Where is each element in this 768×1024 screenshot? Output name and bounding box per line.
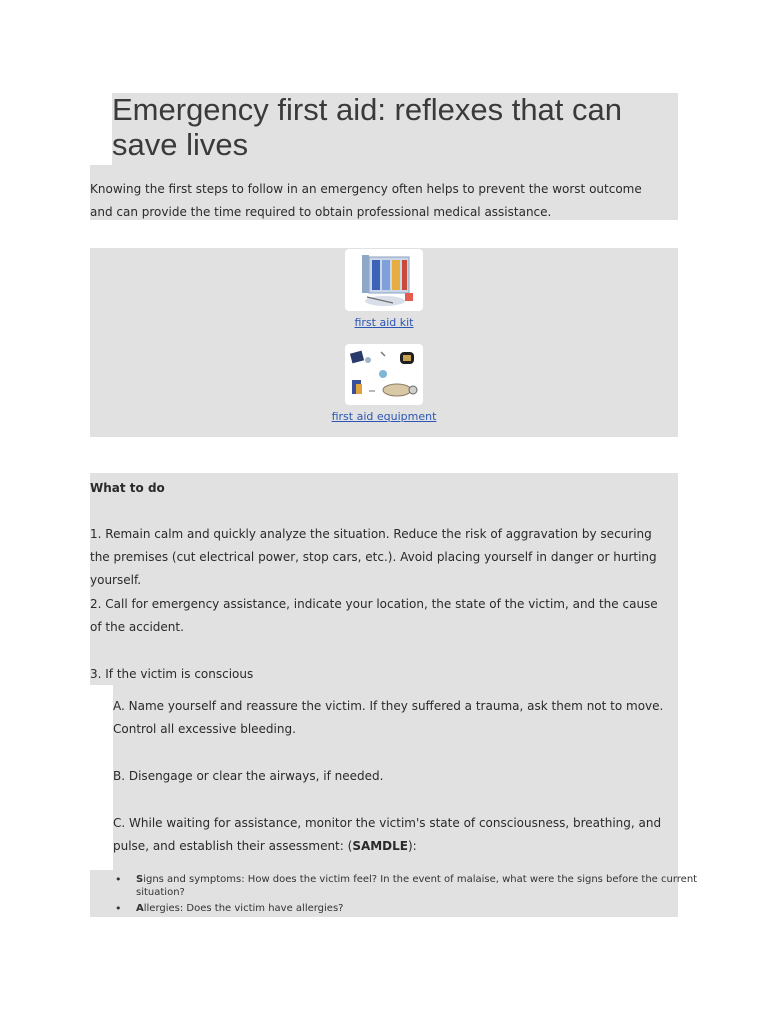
figure-first-aid-kit	[90, 249, 678, 330]
first-aid-kit-icon[interactable]	[345, 249, 423, 311]
list-item	[115, 873, 720, 899]
figure-first-aid-equipment	[90, 344, 678, 424]
step-2: 2. Call for emergency assistance, indicate your location, the state of the victim, and the cause of the accident.	[90, 597, 658, 634]
bullet-icon: •	[115, 873, 122, 886]
list-item-letter: S	[136, 874, 144, 885]
list-item	[115, 902, 720, 915]
list-item-text: llergies: Does the victim have allergies?	[143, 903, 344, 914]
first-aid-equipment-icon[interactable]	[345, 344, 423, 405]
samdle-acronym: SAMDLE	[352, 839, 408, 853]
step-c-end: ):	[408, 839, 417, 853]
section-heading	[90, 477, 665, 500]
step-c-text: C. While waiting for assistance, monitor the victim's state of consciousness, breathing, and pulse, and establish their assessment: (	[113, 816, 662, 853]
step-a: A. Name yourself and reassure the victim. If they suffered a trauma, ask them not to move. Control all excessive bleeding.	[113, 699, 664, 736]
step-1: 1. Remain calm and quickly analyze the situation. Reduce the risk of aggravation by securing the premises (cut electrical power, stop cars, etc.). Avoid placing yourself in danger or hurting yourself.	[90, 527, 657, 587]
list-item-text: igns and symptoms: How does the victim feel? In the event of malaise, what were the signs before the current situation?	[136, 874, 698, 898]
bullet-icon: •	[115, 902, 122, 915]
step-c	[113, 812, 678, 858]
step-b: B. Disengage or clear the airways, if needed.	[113, 769, 384, 783]
samdle-list	[90, 873, 720, 918]
what-to-do-heading: What to do	[90, 481, 165, 495]
first-aid-equipment-link[interactable]: first aid equipment	[331, 410, 437, 423]
page-title: Emergency first aid: reflexes that can save lives	[112, 92, 623, 162]
step-3: 3. If the victim is conscious	[90, 667, 254, 681]
list-item-letter: A	[136, 903, 144, 914]
intro-paragraph: Knowing the first steps to follow in an emergency often helps to prevent the worst outcome and can provide the time required to obtain professional medical assistance.	[90, 182, 642, 219]
first-aid-kit-link[interactable]: first aid kit	[354, 316, 414, 329]
